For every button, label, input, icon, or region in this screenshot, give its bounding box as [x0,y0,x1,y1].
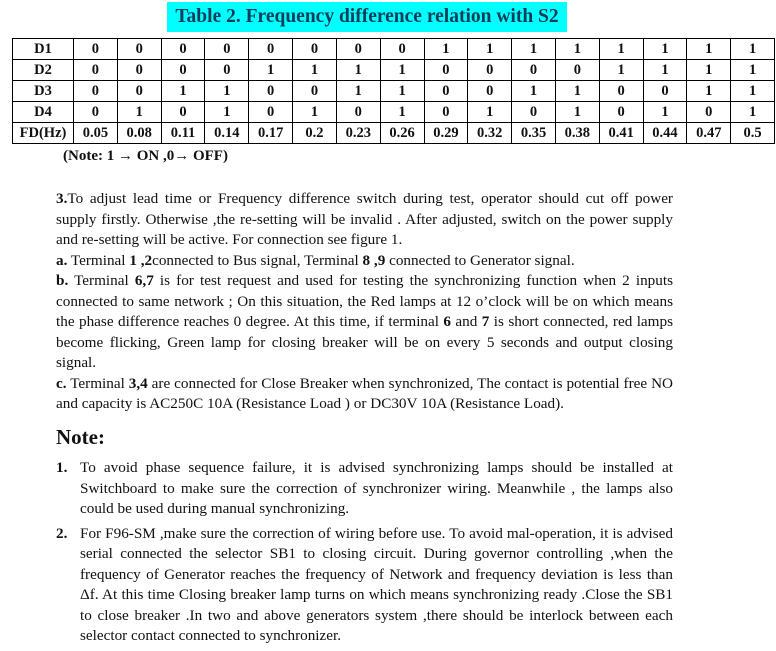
row-label: D2 [13,60,74,81]
table-cell: 1 [336,60,380,81]
table-row [13,102,775,123]
row-label: D4 [13,102,74,123]
table-cell: 0 [424,60,468,81]
note-number: 2. [56,524,68,542]
table-cell: 1 [687,39,731,60]
table-cell: 0 [117,81,161,102]
table-cell: 1 [205,102,249,123]
table-cell: 0 [74,102,118,123]
table-cell: 0 [249,39,293,60]
table-cell: 0 [249,102,293,123]
table-cell: 1 [468,102,512,123]
table-cell: 1 [336,81,380,102]
section-3 [56,189,673,415]
table-cell: 1 [555,39,599,60]
table-cell: 1 [731,39,775,60]
table-cell: 0 [74,81,118,102]
table-cell: 1 [555,81,599,102]
table-cell: 0 [74,60,118,81]
table-cell: 0 [117,39,161,60]
table-cell: 0 [249,81,293,102]
notes-list [56,458,673,651]
table-cell: 0.5 [731,123,775,144]
note-text: For F96-SM ,make sure the correction of wiring before use. To avoid mal-operation, it is advised serial connected the selector SB1 to closing circuit. During governor controlling ,when the frequency of Generator reaches the frequency of Network and frequency deviation is less than Δf. At this time Closing breaker lamp turns on which means synchronizing ready .Close the SB1 to close breaker .In two and above generators system ,there should be interlock between each selector contact connected to synchronizer. [80,524,673,644]
table-cell: 1 [380,60,424,81]
table-cell: 0 [205,60,249,81]
table-cell: 1 [731,81,775,102]
table-row [13,39,775,60]
section-3-intro: 3.To adjust lead time or Frequency difference switch during test, operator should cut off power supply firstly. Otherwise ,the re-setting will be invalid . After adjusted, switch on the power supply and re-setting will be active. For connection see figure 1. [56,190,673,248]
table-cell: 1 [380,81,424,102]
table-cell: 0 [643,81,687,102]
table-cell: 1 [117,102,161,123]
table-cell: 0.29 [424,123,468,144]
table-cell: 0.17 [249,123,293,144]
table-cell: 0 [161,60,205,81]
table-cell: 1 [512,39,556,60]
table-cell: 0 [512,60,556,81]
table-cell: 1 [731,102,775,123]
table-cell: 0 [117,60,161,81]
note-text: To avoid phase sequence failure, it is advised synchronizing lamps should be installed at Switchboard to make sure the correction of synchronizer wiring. Meanwhile , the lamps also could be used during manual synchronizing. [80,459,673,517]
table-row [13,60,775,81]
table-cell: 1 [555,102,599,123]
table-cell: 0.05 [74,123,118,144]
table-cell: 0 [468,81,512,102]
table-cell: 0 [293,81,337,102]
table-cell: 1 [468,39,512,60]
table-cell: 0.35 [512,123,556,144]
section-3-a: a. Terminal 1 ,2connected to Bus signal, Terminal 8 ,9 connected to Generator signal. [56,251,575,269]
frequency-table [12,38,775,144]
note-item [56,458,673,520]
table-cell: 0 [161,102,205,123]
table-cell: 0.44 [643,123,687,144]
table-cell: 0 [468,60,512,81]
note-number: 1. [56,459,68,476]
table-cell: 1 [731,60,775,81]
table-cell: 0 [380,39,424,60]
table-cell: 1 [512,81,556,102]
section-3-c: c. Terminal 3,4 are connected for Close Breaker when synchronized, The contact is potential free NO and capacity is AC250C 10A (Resistance Load ) or DC30V 10A (Resistance Load). [56,374,674,412]
table-cell: 1 [249,60,293,81]
table-cell: 0 [599,81,643,102]
table-cell: 0 [512,102,556,123]
table-cell: 1 [643,102,687,123]
table-cell: 1 [161,81,205,102]
table-cell: 0.2 [293,123,337,144]
row-label: D1 [13,39,74,60]
table-cell: 0 [599,102,643,123]
table-cell: 1 [205,81,249,102]
table-cell: 0.23 [336,123,380,144]
table-cell: 0.32 [468,123,512,144]
table-cell: 0.14 [205,123,249,144]
table-cell: 0.08 [117,123,161,144]
table-cell: 0 [555,60,599,81]
table-cell: 0 [424,81,468,102]
table-cell: 1 [599,39,643,60]
row-label: FD(Hz) [13,123,74,144]
table-cell: 1 [687,81,731,102]
table-cell: 0 [687,102,731,123]
table-cell: 0.41 [599,123,643,144]
table-cell: 1 [293,60,337,81]
table-cell: 1 [643,39,687,60]
note-heading: Note: [56,425,105,449]
table-cell: 0 [161,39,205,60]
table-cell: 1 [380,102,424,123]
section-3-b: b. Terminal 6,7 is for test request and used for testing the synchronizing function when 2 inputs connected to same network ; On this situation, the Red lamps at 12 o’clock will be on which means the phase difference reaches 0 degree. At this time, if terminal 6 and 7 is short connected, red lamps become flicking, Green lamp for closing breaker will be on every 5 seconds and output closing signal. [56,272,674,371]
table-cell: 0 [336,39,380,60]
table-cell: 0 [336,102,380,123]
table-cell: 0.38 [555,123,599,144]
table-cell: 0.11 [161,123,205,144]
table-cell: 1 [424,39,468,60]
table-cell: 1 [599,60,643,81]
table-caption: Table 2. Frequency difference relation with S2 [167,2,567,32]
table-row [13,81,775,102]
table-row [13,123,775,144]
note-item [56,524,673,647]
table-cell: 1 [687,60,731,81]
table-cell: 0 [293,39,337,60]
table-cell: 0 [424,102,468,123]
table-cell: 0.26 [380,123,424,144]
table-cell: 0 [205,39,249,60]
table-cell: 0 [74,39,118,60]
table-cell: 0.47 [687,123,731,144]
table-cell: 1 [643,60,687,81]
table-cell: 1 [293,102,337,123]
table-note: (Note: 1 → ON ,0→ OFF) [63,148,228,164]
row-label: D3 [13,81,74,102]
